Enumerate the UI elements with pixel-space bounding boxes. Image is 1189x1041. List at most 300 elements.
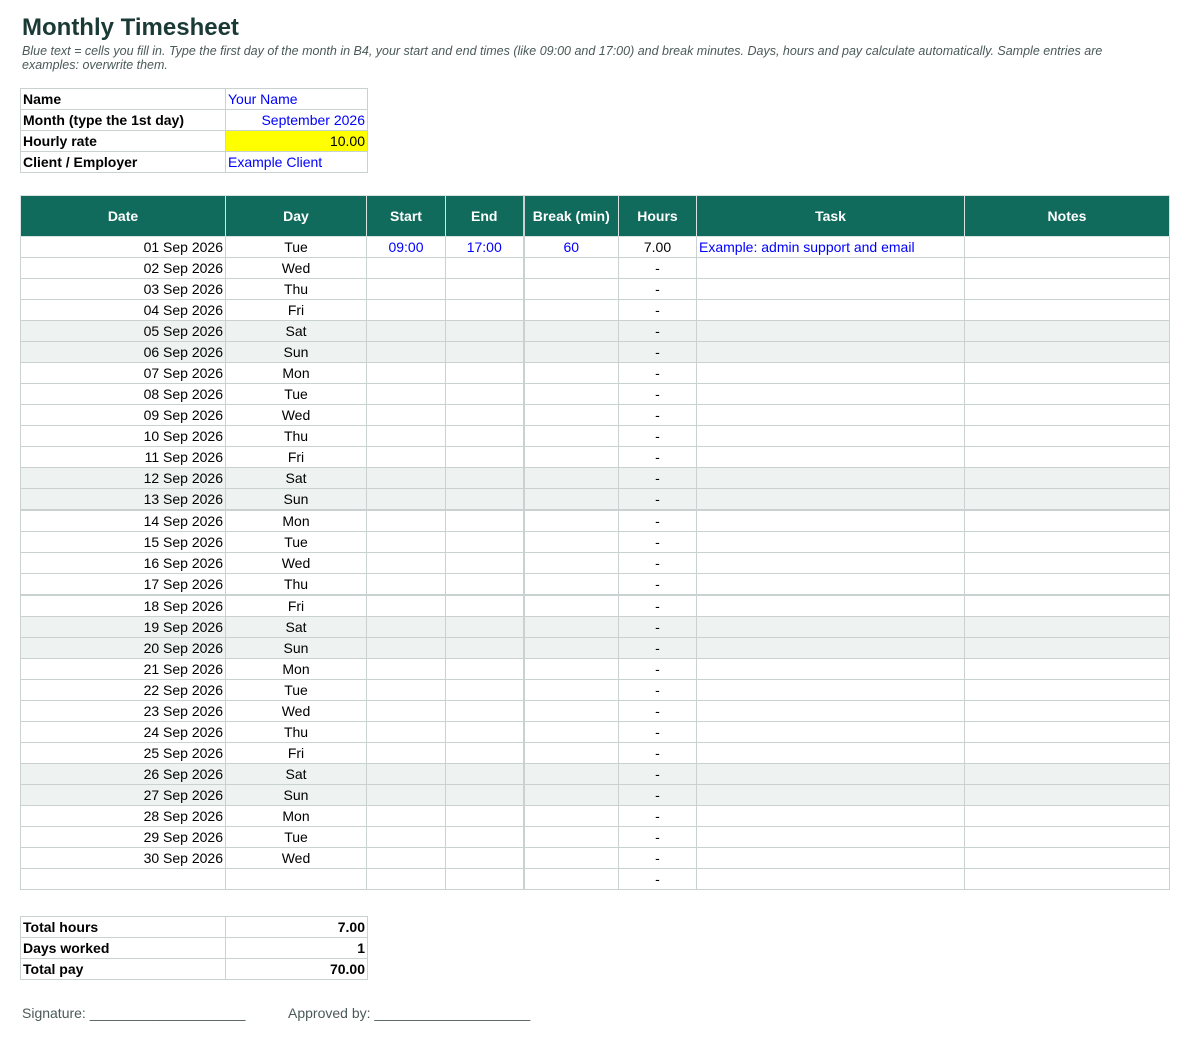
date-cell: 28 Sep 2026 <box>21 806 226 827</box>
task-input[interactable] <box>697 574 965 596</box>
end-time-input[interactable] <box>446 363 524 384</box>
day-cell: Wed <box>226 258 367 279</box>
break-minutes-input[interactable] <box>524 806 619 827</box>
hours-cell: - <box>619 701 697 722</box>
column-header-break: Break (min) <box>524 196 619 237</box>
task-input[interactable] <box>697 638 965 659</box>
end-time-input[interactable] <box>446 510 524 532</box>
start-time-input[interactable] <box>367 321 446 342</box>
table-row <box>21 426 1170 447</box>
day-cell: Thu <box>226 722 367 743</box>
hours-cell: - <box>619 279 697 300</box>
notes-input[interactable] <box>965 785 1170 806</box>
break-minutes-input[interactable] <box>524 764 619 785</box>
task-input[interactable] <box>697 258 965 279</box>
date-cell: 11 Sep 2026 <box>21 447 226 468</box>
task-input[interactable] <box>697 489 965 511</box>
task-input[interactable] <box>697 300 965 321</box>
column-header-notes: Notes <box>965 196 1170 237</box>
break-minutes-input[interactable] <box>524 743 619 764</box>
notes-input[interactable] <box>965 426 1170 447</box>
hours-cell: - <box>619 617 697 638</box>
hours-cell: - <box>619 426 697 447</box>
break-minutes-input[interactable] <box>524 659 619 680</box>
task-input[interactable] <box>697 701 965 722</box>
start-time-input[interactable] <box>367 553 446 574</box>
end-time-input[interactable] <box>446 722 524 743</box>
date-cell: 20 Sep 2026 <box>21 638 226 659</box>
hours-cell: - <box>619 405 697 426</box>
hours-cell: - <box>619 384 697 405</box>
column-header-hours: Hours <box>619 196 697 237</box>
start-time-input[interactable] <box>367 363 446 384</box>
notes-input[interactable] <box>965 363 1170 384</box>
hours-cell: - <box>619 848 697 869</box>
start-time-input[interactable] <box>367 447 446 468</box>
task-input[interactable] <box>697 279 965 300</box>
notes-input[interactable] <box>965 595 1170 617</box>
table-row <box>21 300 1170 321</box>
end-time-input[interactable] <box>446 827 524 848</box>
end-time-input[interactable] <box>446 300 524 321</box>
task-input[interactable] <box>697 743 965 764</box>
notes-input[interactable] <box>965 574 1170 596</box>
start-time-input[interactable] <box>367 869 446 890</box>
day-cell <box>226 869 367 890</box>
notes-input[interactable] <box>965 342 1170 363</box>
task-input[interactable] <box>697 617 965 638</box>
hours-cell: - <box>619 489 697 511</box>
notes-input[interactable] <box>965 743 1170 764</box>
table-row <box>21 701 1170 722</box>
column-header-end: End <box>446 196 524 237</box>
hours-cell: - <box>619 574 697 596</box>
total-pay-label: Total pay <box>21 959 226 980</box>
table-row <box>21 574 1170 596</box>
task-input[interactable] <box>697 785 965 806</box>
date-cell: 16 Sep 2026 <box>21 553 226 574</box>
date-cell: 23 Sep 2026 <box>21 701 226 722</box>
break-minutes-input[interactable] <box>524 321 619 342</box>
day-cell: Wed <box>226 405 367 426</box>
date-cell <box>21 869 226 890</box>
end-time-input[interactable] <box>446 553 524 574</box>
break-minutes-input[interactable] <box>524 300 619 321</box>
notes-input[interactable] <box>965 279 1170 300</box>
break-minutes-input[interactable] <box>524 574 619 596</box>
table-row <box>21 258 1170 279</box>
day-cell: Fri <box>226 743 367 764</box>
client-field[interactable]: Example Client <box>226 152 368 173</box>
day-cell: Sun <box>226 785 367 806</box>
date-cell: 13 Sep 2026 <box>21 489 226 511</box>
task-input[interactable] <box>697 869 965 890</box>
task-input[interactable] <box>697 363 965 384</box>
days-worked-label: Days worked <box>21 938 226 959</box>
notes-input[interactable] <box>965 553 1170 574</box>
table-row <box>21 638 1170 659</box>
timesheet-rows <box>21 237 1170 890</box>
notes-input[interactable] <box>965 468 1170 489</box>
start-time-input[interactable] <box>367 426 446 447</box>
notes-input[interactable] <box>965 384 1170 405</box>
end-time-input[interactable] <box>446 680 524 701</box>
hours-cell: - <box>619 553 697 574</box>
notes-input[interactable] <box>965 722 1170 743</box>
start-time-input[interactable] <box>367 468 446 489</box>
end-time-input[interactable] <box>446 426 524 447</box>
date-cell: 27 Sep 2026 <box>21 785 226 806</box>
end-time-input[interactable] <box>446 785 524 806</box>
table-row <box>21 785 1170 806</box>
day-cell: Sun <box>226 489 367 511</box>
table-row <box>21 743 1170 764</box>
hours-cell: - <box>619 869 697 890</box>
end-time-input[interactable] <box>446 532 524 553</box>
end-time-input[interactable] <box>446 638 524 659</box>
notes-input[interactable] <box>965 532 1170 553</box>
break-minutes-input[interactable] <box>524 532 619 553</box>
date-cell: 02 Sep 2026 <box>21 258 226 279</box>
date-cell: 10 Sep 2026 <box>21 426 226 447</box>
end-time-input[interactable] <box>446 321 524 342</box>
break-minutes-input[interactable] <box>524 342 619 363</box>
signature-line[interactable]: Signature: ____________________ <box>22 1005 246 1021</box>
instructions-text: Blue text = cells you fill in. Type the first day of the month in B4, your start and end times (like 09:00 and 17:00) and break minutes. Days, hours and pay calculate automatically. Sample entries are examples: overwrite them. <box>22 44 1103 72</box>
break-minutes-input[interactable] <box>524 363 619 384</box>
notes-input[interactable] <box>965 258 1170 279</box>
break-minutes-input[interactable] <box>524 785 619 806</box>
notes-input[interactable] <box>965 659 1170 680</box>
date-cell: 07 Sep 2026 <box>21 363 226 384</box>
end-time-input[interactable] <box>446 405 524 426</box>
day-cell: Sun <box>226 638 367 659</box>
start-time-input[interactable] <box>367 701 446 722</box>
day-cell: Fri <box>226 595 367 617</box>
day-cell: Thu <box>226 426 367 447</box>
hours-cell: - <box>619 447 697 468</box>
break-minutes-input[interactable] <box>524 510 619 532</box>
break-minutes-input[interactable] <box>524 405 619 426</box>
hours-cell: - <box>619 785 697 806</box>
table-row <box>21 342 1170 363</box>
day-cell: Mon <box>226 510 367 532</box>
month-label: Month (type the 1st day) <box>21 110 226 131</box>
hours-cell: - <box>619 363 697 384</box>
date-cell: 22 Sep 2026 <box>21 680 226 701</box>
day-cell: Sun <box>226 342 367 363</box>
notes-input[interactable] <box>965 827 1170 848</box>
task-input[interactable] <box>697 468 965 489</box>
notes-input[interactable] <box>965 701 1170 722</box>
end-time-input[interactable]: 17:00 <box>446 237 524 258</box>
task-input[interactable] <box>697 321 965 342</box>
task-input[interactable] <box>697 764 965 785</box>
task-input[interactable] <box>697 722 965 743</box>
end-time-input[interactable] <box>446 447 524 468</box>
notes-input[interactable] <box>965 300 1170 321</box>
timesheet-table <box>20 195 1170 890</box>
date-cell: 12 Sep 2026 <box>21 468 226 489</box>
column-header-day: Day <box>226 196 367 237</box>
table-row <box>21 722 1170 743</box>
task-input[interactable] <box>697 384 965 405</box>
column-header-task: Task <box>697 196 965 237</box>
table-row <box>21 764 1170 785</box>
task-input[interactable] <box>697 405 965 426</box>
start-time-input[interactable] <box>367 532 446 553</box>
end-time-input[interactable] <box>446 869 524 890</box>
day-cell: Tue <box>226 827 367 848</box>
hours-cell: - <box>619 743 697 764</box>
break-minutes-input[interactable]: 60 <box>524 237 619 258</box>
break-minutes-input[interactable] <box>524 722 619 743</box>
task-input[interactable] <box>697 553 965 574</box>
end-time-input[interactable] <box>446 489 524 511</box>
hours-cell: - <box>619 806 697 827</box>
break-minutes-input[interactable] <box>524 426 619 447</box>
start-time-input[interactable] <box>367 279 446 300</box>
task-input[interactable] <box>697 680 965 701</box>
date-cell: 08 Sep 2026 <box>21 384 226 405</box>
table-row <box>21 510 1170 532</box>
table-row <box>21 237 1170 258</box>
break-minutes-input[interactable] <box>524 468 619 489</box>
day-cell: Sat <box>226 764 367 785</box>
start-time-input[interactable] <box>367 595 446 617</box>
break-minutes-input[interactable] <box>524 258 619 279</box>
day-cell: Sat <box>226 468 367 489</box>
table-row <box>21 848 1170 869</box>
end-time-input[interactable] <box>446 595 524 617</box>
start-time-input[interactable] <box>367 574 446 596</box>
task-input[interactable]: Example: admin support and email <box>697 237 965 258</box>
task-input[interactable] <box>697 848 965 869</box>
table-row <box>21 869 1170 890</box>
date-cell: 26 Sep 2026 <box>21 764 226 785</box>
hours-cell: 7.00 <box>619 237 697 258</box>
day-cell: Wed <box>226 848 367 869</box>
start-time-input[interactable] <box>367 680 446 701</box>
end-time-input[interactable] <box>446 659 524 680</box>
notes-input[interactable] <box>965 680 1170 701</box>
end-time-input[interactable] <box>446 258 524 279</box>
table-row <box>21 489 1170 511</box>
date-cell: 30 Sep 2026 <box>21 848 226 869</box>
break-minutes-input[interactable] <box>524 489 619 511</box>
table-row <box>21 806 1170 827</box>
date-cell: 21 Sep 2026 <box>21 659 226 680</box>
date-cell: 05 Sep 2026 <box>21 321 226 342</box>
hours-cell: - <box>619 258 697 279</box>
table-row <box>21 553 1170 574</box>
day-cell: Fri <box>226 300 367 321</box>
start-time-input[interactable] <box>367 617 446 638</box>
notes-input[interactable] <box>965 447 1170 468</box>
break-minutes-input[interactable] <box>524 447 619 468</box>
date-cell: 15 Sep 2026 <box>21 532 226 553</box>
day-cell: Wed <box>226 553 367 574</box>
table-row <box>21 384 1170 405</box>
start-time-input[interactable] <box>367 785 446 806</box>
notes-input[interactable] <box>965 764 1170 785</box>
name-field[interactable]: Your Name <box>226 89 368 110</box>
break-minutes-input[interactable] <box>524 595 619 617</box>
notes-input[interactable] <box>965 638 1170 659</box>
table-row <box>21 279 1170 300</box>
hours-cell: - <box>619 659 697 680</box>
break-minutes-input[interactable] <box>524 279 619 300</box>
month-field[interactable]: September 2026 <box>226 110 368 131</box>
notes-input[interactable] <box>965 617 1170 638</box>
hours-cell: - <box>619 342 697 363</box>
notes-input[interactable] <box>965 237 1170 258</box>
notes-input[interactable] <box>965 510 1170 532</box>
end-time-input[interactable] <box>446 384 524 405</box>
break-minutes-input[interactable] <box>524 848 619 869</box>
table-row <box>21 659 1170 680</box>
date-cell: 01 Sep 2026 <box>21 237 226 258</box>
day-cell: Tue <box>226 384 367 405</box>
hourly-rate-label: Hourly rate <box>21 131 226 152</box>
task-input[interactable] <box>697 532 965 553</box>
start-time-input[interactable] <box>367 342 446 363</box>
start-time-input[interactable] <box>367 489 446 511</box>
date-cell: 24 Sep 2026 <box>21 722 226 743</box>
end-time-input[interactable] <box>446 806 524 827</box>
start-time-input[interactable] <box>367 827 446 848</box>
day-cell: Sat <box>226 617 367 638</box>
notes-input[interactable] <box>965 321 1170 342</box>
table-row <box>21 363 1170 384</box>
end-time-input[interactable] <box>446 617 524 638</box>
day-cell: Thu <box>226 574 367 596</box>
hours-cell: - <box>619 722 697 743</box>
hours-cell: - <box>619 680 697 701</box>
start-time-input[interactable] <box>367 510 446 532</box>
hours-cell: - <box>619 532 697 553</box>
approved-by-line[interactable]: Approved by: ____________________ <box>288 1005 531 1021</box>
day-cell: Fri <box>226 447 367 468</box>
table-row <box>21 595 1170 617</box>
total-hours-value: 7.00 <box>226 917 368 938</box>
task-input[interactable] <box>697 510 965 532</box>
end-time-input[interactable] <box>446 574 524 596</box>
name-label: Name <box>21 89 226 110</box>
table-row <box>21 827 1170 848</box>
start-time-input[interactable] <box>367 659 446 680</box>
end-time-input[interactable] <box>446 342 524 363</box>
task-input[interactable] <box>697 659 965 680</box>
total-pay-value: 70.00 <box>226 959 368 980</box>
hours-cell: - <box>619 510 697 532</box>
hours-cell: - <box>619 764 697 785</box>
break-minutes-input[interactable] <box>524 384 619 405</box>
hours-cell: - <box>619 300 697 321</box>
start-time-input[interactable] <box>367 743 446 764</box>
task-input[interactable] <box>697 342 965 363</box>
notes-input[interactable] <box>965 405 1170 426</box>
day-cell: Tue <box>226 680 367 701</box>
start-time-input[interactable] <box>367 764 446 785</box>
start-time-input[interactable] <box>367 848 446 869</box>
date-cell: 29 Sep 2026 <box>21 827 226 848</box>
start-time-input[interactable] <box>367 384 446 405</box>
task-input[interactable] <box>697 827 965 848</box>
start-time-input[interactable] <box>367 722 446 743</box>
break-minutes-input[interactable] <box>524 680 619 701</box>
start-time-input[interactable] <box>367 258 446 279</box>
page-title: Monthly Timesheet <box>22 14 239 41</box>
end-time-input[interactable] <box>446 743 524 764</box>
day-cell: Mon <box>226 363 367 384</box>
date-cell: 04 Sep 2026 <box>21 300 226 321</box>
day-cell: Wed <box>226 701 367 722</box>
end-time-input[interactable] <box>446 468 524 489</box>
day-cell: Sat <box>226 321 367 342</box>
client-label: Client / Employer <box>21 152 226 173</box>
notes-input[interactable] <box>965 806 1170 827</box>
notes-input[interactable] <box>965 848 1170 869</box>
table-row <box>21 468 1170 489</box>
break-minutes-input[interactable] <box>524 701 619 722</box>
column-header-date: Date <box>21 196 226 237</box>
date-cell: 14 Sep 2026 <box>21 510 226 532</box>
date-cell: 19 Sep 2026 <box>21 617 226 638</box>
start-time-input[interactable] <box>367 405 446 426</box>
start-time-input[interactable] <box>367 638 446 659</box>
day-cell: Mon <box>226 806 367 827</box>
break-minutes-input[interactable] <box>524 827 619 848</box>
start-time-input[interactable] <box>367 806 446 827</box>
day-cell: Tue <box>226 532 367 553</box>
notes-input[interactable] <box>965 869 1170 890</box>
task-input[interactable] <box>697 595 965 617</box>
break-minutes-input[interactable] <box>524 638 619 659</box>
date-cell: 06 Sep 2026 <box>21 342 226 363</box>
total-hours-label: Total hours <box>21 917 226 938</box>
days-worked-value: 1 <box>226 938 368 959</box>
table-row <box>21 447 1170 468</box>
start-time-input[interactable] <box>367 300 446 321</box>
table-row <box>21 532 1170 553</box>
table-row <box>21 680 1170 701</box>
task-input[interactable] <box>697 806 965 827</box>
task-input[interactable] <box>697 447 965 468</box>
hours-cell: - <box>619 827 697 848</box>
end-time-input[interactable] <box>446 279 524 300</box>
date-cell: 03 Sep 2026 <box>21 279 226 300</box>
day-cell: Thu <box>226 279 367 300</box>
hourly-rate-field[interactable]: 10.00 <box>226 131 368 152</box>
date-cell: 17 Sep 2026 <box>21 574 226 596</box>
end-time-input[interactable] <box>446 764 524 785</box>
task-input[interactable] <box>697 426 965 447</box>
table-row <box>21 405 1170 426</box>
notes-input[interactable] <box>965 489 1170 511</box>
day-cell: Tue <box>226 237 367 258</box>
break-minutes-input[interactable] <box>524 553 619 574</box>
end-time-input[interactable] <box>446 848 524 869</box>
hours-cell: - <box>619 595 697 617</box>
info-table <box>20 88 368 173</box>
start-time-input[interactable]: 09:00 <box>367 237 446 258</box>
totals-table <box>20 916 368 980</box>
break-minutes-input[interactable] <box>524 617 619 638</box>
end-time-input[interactable] <box>446 701 524 722</box>
table-row <box>21 617 1170 638</box>
break-minutes-input[interactable] <box>524 869 619 890</box>
